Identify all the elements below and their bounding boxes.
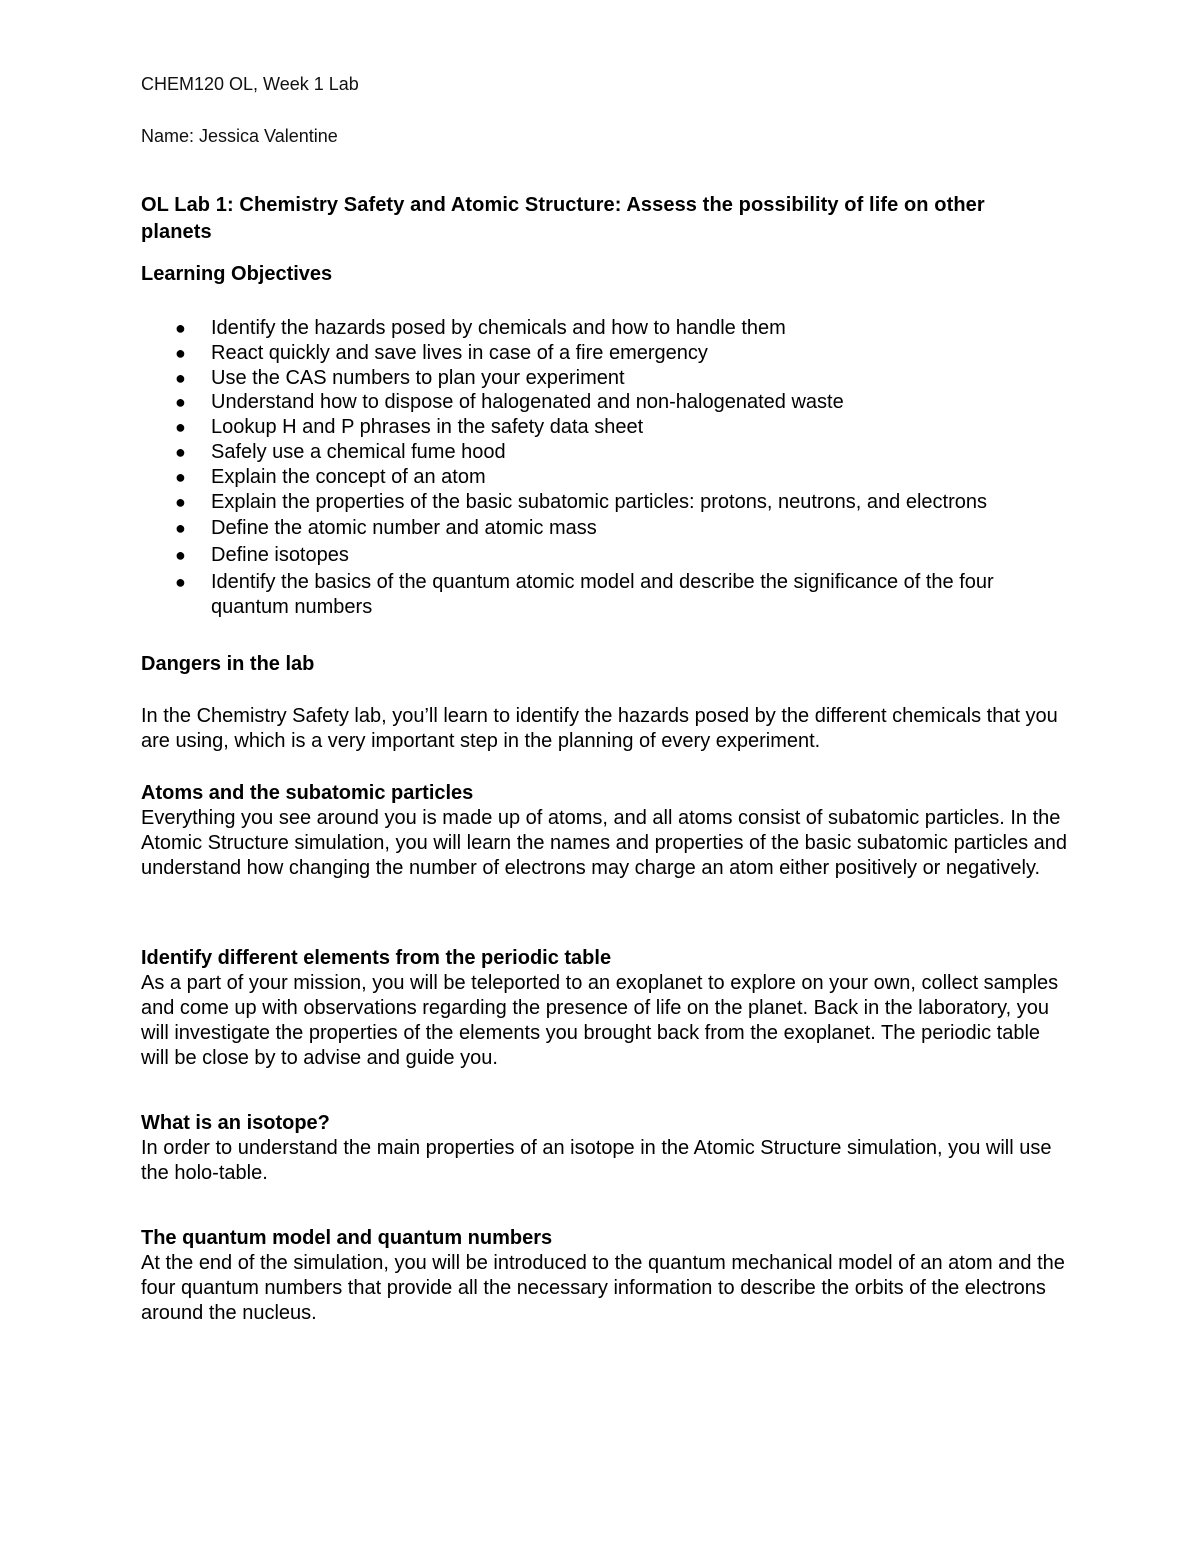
lab-title: OL Lab 1: Chemistry Safety and Atomic Structure: Assess the possibility of life on other planets: [141, 194, 985, 243]
list-item: ● Identify the basics of the quantum atomic model and describe the significance of the four quantum numbers: [175, 570, 994, 618]
list-item: ● Define isotopes: [175, 544, 349, 567]
section-atoms: [141, 781, 1071, 881]
bullet-icon: ●: [175, 545, 186, 566]
section-heading: The quantum model and quantum numbers: [141, 1227, 553, 1249]
section-dangers: [141, 652, 1071, 754]
bullet-icon: ●: [175, 318, 186, 338]
bullet-icon: ●: [175, 571, 186, 592]
bullet-icon: ●: [175, 392, 186, 413]
bullet-icon: ●: [175, 466, 186, 487]
student-name: Name: Jessica Valentine: [141, 126, 338, 146]
list-item: ● Define the atomic number and atomic mass: [175, 517, 597, 540]
bullet-icon: ●: [175, 491, 186, 512]
learning-objectives-list: [141, 316, 1071, 620]
course-header: CHEM120 OL, Week 1 Lab: [141, 74, 359, 94]
bullet-icon: ●: [175, 367, 186, 388]
bullet-icon: ●: [175, 518, 186, 539]
section-periodic-table: [141, 946, 1071, 1071]
list-item: ● Identify the hazards posed by chemicals and how to handle them: [175, 317, 786, 339]
bullet-icon: ●: [175, 441, 186, 462]
list-item: ● Safely use a chemical fume hood: [175, 440, 506, 463]
section-body: In the Chemistry Safety lab, you’ll learn to identify the hazards posed by the different chemicals that you are using, which is a very important step in the planning of every experiment.: [141, 705, 1058, 752]
section-isotope: [141, 1111, 1071, 1186]
list-item: ● Explain the concept of an atom: [175, 465, 486, 488]
section-heading: Atoms and the subatomic particles: [141, 782, 474, 804]
bullet-icon: ●: [175, 417, 186, 438]
list-item: ● Use the CAS numbers to plan your experiment: [175, 366, 625, 389]
section-heading: Dangers in the lab: [141, 653, 315, 675]
section-heading: What is an isotope?: [141, 1112, 330, 1134]
section-quantum-model: [141, 1226, 1071, 1326]
list-item: ● Understand how to dispose of halogenated and non-halogenated waste: [175, 391, 844, 414]
learning-objectives-heading: Learning Objectives: [141, 263, 333, 285]
section-heading: Identify different elements from the periodic table: [141, 947, 612, 969]
section-body: As a part of your mission, you will be teleported to an exoplanet to explore on your own, collect samples and come up with observations regarding the presence of life on the planet. Back in the laboratory, you will investigate the properties of the elements you brought back from the exoplanet. The periodic table will be close by to advise and guide you.: [141, 972, 1059, 1069]
section-body: Everything you see around you is made up of atoms, and all atoms consist of subatomic particles. In the Atomic Structure simulation, you will learn the names and properties of the basic subatomic particles and understand how changing the number of electrons may charge an atom either positively or negatively.: [141, 807, 1068, 879]
section-body: At the end of the simulation, you will be introduced to the quantum mechanical model of an atom and the four quantum numbers that provide all the necessary information to describe the orbits of the electrons around the nucleus.: [141, 1252, 1065, 1324]
list-item: ● Lookup H and P phrases in the safety data sheet: [175, 416, 644, 439]
bullet-icon: ●: [175, 342, 186, 363]
section-body: In order to understand the main properties of an isotope in the Atomic Structure simulation, you will use the holo-table.: [141, 1137, 1052, 1184]
list-item: ● React quickly and save lives in case of a fire emergency: [175, 341, 708, 364]
list-item: ● Explain the properties of the basic subatomic particles: protons, neutrons, and electrons: [175, 490, 987, 513]
